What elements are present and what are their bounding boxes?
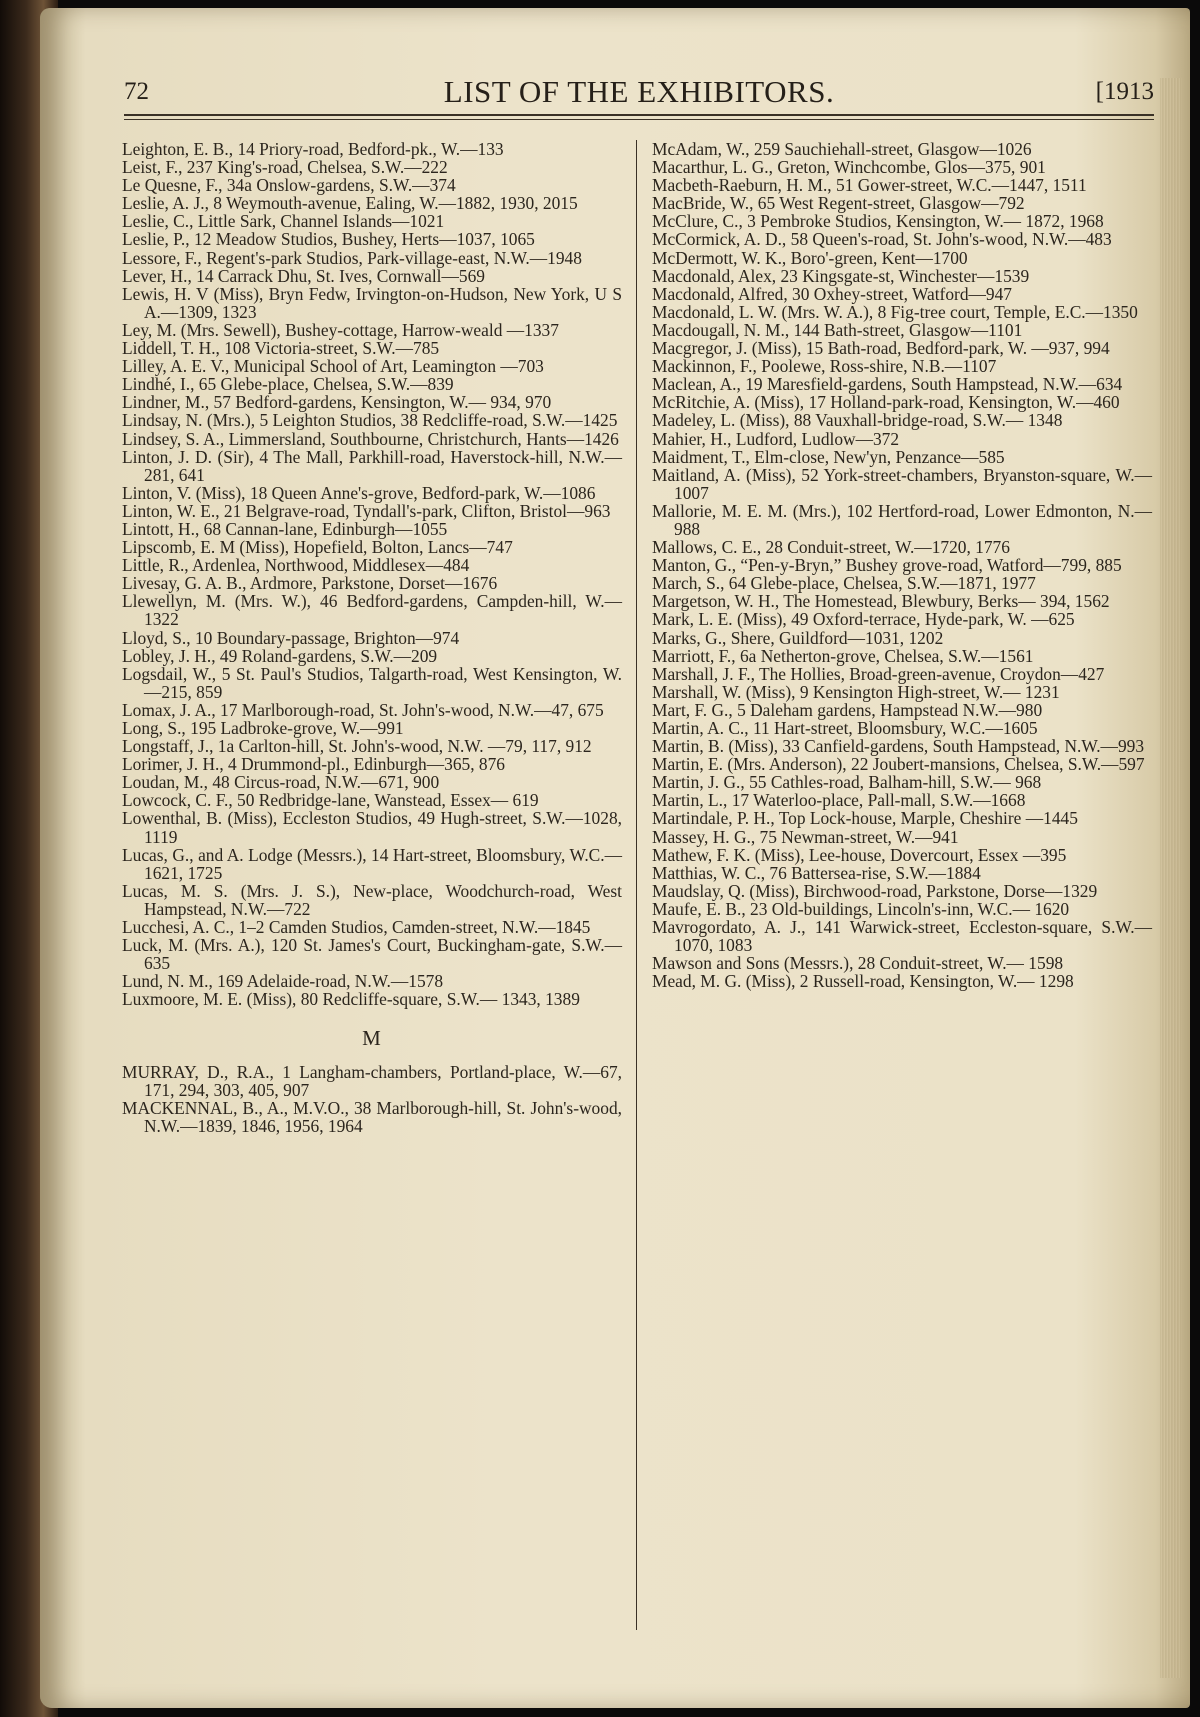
exhibitor-entry: Maclean, A., 19 Maresfield-gardens, South Hampstead, N.W.—634 bbox=[652, 374, 1123, 395]
exhibitor-entry: Ley, M. (Mrs. Sewell), Bushey-cottage, Harrow-weald —1337 bbox=[122, 319, 559, 340]
page-number: 72 bbox=[124, 78, 149, 105]
exhibitor-entry: Martin, A. C., 11 Hart-street, Bloomsbury, W.C.—1605 bbox=[652, 718, 1038, 738]
header-rule-thin bbox=[124, 119, 1154, 120]
exhibitor-entry: Martin, J. G., 55 Cathles-road, Balham-hill, S.W.— 968 bbox=[652, 772, 1042, 793]
exhibitor-entry: Madeley, L. (Miss), 88 Vauxhall-bridge-road, S.W.— 1348 bbox=[652, 410, 1063, 431]
exhibitor-entry: Lindsey, S. A., Limmersland, Southbourne, Christchurch, Hants—1426 bbox=[122, 428, 619, 449]
exhibitor-entry: Lloyd, S., 10 Boundary-passage, Brighton—974 bbox=[122, 627, 460, 648]
exhibitor-entry: Lucas, G., and A. Lodge (Messrs.), 14 Hart-street, Bloomsbury, W.C.—1621, 1725 bbox=[122, 844, 622, 883]
page-year: [1913 bbox=[1095, 78, 1154, 105]
exhibitor-entry: Mathew, F. K. (Miss), Lee-house, Dovercourt, Essex —395 bbox=[652, 844, 1067, 865]
exhibitor-entry: Manton, G., “Pen-y-Bryn,” Bushey grove-road, Watford—799, 885 bbox=[652, 555, 1122, 576]
exhibitor-entry: March, S., 64 Glebe-place, Chelsea, S.W.—1871, 1977 bbox=[652, 573, 1036, 594]
exhibitor-entry: Leslie, C., Little Sark, Channel Islands—1021 bbox=[122, 211, 445, 232]
exhibitor-entry: Lowenthal, B. (Miss), Eccleston Studios, 49 Hugh-street, S.W.—1028, 1119 bbox=[122, 808, 622, 847]
exhibitor-entry: Mavrogordato, A. J., 141 Warwick-street, Eccleston-square, S.W.—1070, 1083 bbox=[652, 917, 1152, 956]
page-header bbox=[124, 70, 1154, 110]
exhibitor-entry: Llewellyn, M. (Mrs. W.), 46 Bedford-gardens, Campden-hill, W.—1322 bbox=[122, 591, 622, 630]
exhibitor-entry: Livesay, G. A. B., Ardmore, Parkstone, Dorset—1676 bbox=[122, 573, 498, 594]
exhibitor-entry: Longstaff, J., 1a Carlton-hill, St. John's-wood, N.W. —79, 117, 912 bbox=[122, 736, 592, 757]
exhibitor-entry: Lucas, M. S. (Mrs. J. S.), New-place, Woodchurch-road, West Hampstead, N.W.—722 bbox=[122, 880, 622, 919]
exhibitor-entry: Luck, M. (Mrs. A.), 120 St. James's Court, Buckingham-gate, S.W.—635 bbox=[122, 935, 622, 974]
exhibitor-entry: Lindsay, N. (Mrs.), 5 Leighton Studios, 38 Redcliffe-road, S.W.—1425 bbox=[122, 410, 618, 431]
exhibitor-entry: Macdonald, L. W. (Mrs. W. A.), 8 Fig-tree court, Temple, E.C.—1350 bbox=[652, 301, 1138, 322]
exhibitor-entry: Leighton, E. B., 14 Priory-road, Bedford-pk., W.—133 bbox=[122, 139, 504, 159]
exhibitor-entry: Macarthur, L. G., Greton, Winchcombe, Glos—375, 901 bbox=[652, 157, 1046, 178]
exhibitor-entry: Little, R., Ardenlea, Northwood, Middlesex—484 bbox=[122, 555, 470, 576]
exhibitor-entry: Mead, M. G. (Miss), 2 Russell-road, Kensington, W.— 1298 bbox=[652, 971, 1074, 992]
exhibitor-entry: Liddell, T. H., 108 Victoria-street, S.W.—785 bbox=[122, 338, 440, 359]
exhibitor-entry: Lessore, F., Regent's-park Studios, Park-village-east, N.W.—1948 bbox=[122, 247, 582, 268]
exhibitor-entry: Lipscomb, E. M (Miss), Hopefield, Bolton, Lancs—747 bbox=[122, 537, 513, 558]
exhibitor-entry: Lucchesi, A. C., 1–2 Camden Studios, Camden-street, N.W.—1845 bbox=[122, 917, 591, 938]
section-letter: M bbox=[362, 1025, 382, 1050]
exhibitor-entry: Mawson and Sons (Messrs.), 28 Conduit-street, W.— 1598 bbox=[652, 953, 1064, 974]
exhibitor-entry: Lund, N. M., 169 Adelaide-road, N.W.—1578 bbox=[122, 971, 444, 992]
page-edges bbox=[1160, 78, 1182, 1678]
exhibitor-entry: Massey, H. G., 75 Newman-street, W.—941 bbox=[652, 826, 959, 847]
exhibitor-entry: Mark, L. E. (Miss), 49 Oxford-terrace, Hyde-park, W. —625 bbox=[652, 609, 1075, 630]
exhibitor-entry: Lomax, J. A., 17 Marlborough-road, St. John's-wood, N.W.—47, 675 bbox=[122, 699, 604, 720]
exhibitor-entry: Marshall, J. F., The Hollies, Broad-green-avenue, Croydon—427 bbox=[652, 663, 1105, 684]
exhibitor-entry: Lindhé, I., 65 Glebe-place, Chelsea, S.W.—839 bbox=[122, 374, 454, 395]
exhibitor-entry: Mahier, H., Ludford, Ludlow—372 bbox=[652, 428, 900, 449]
exhibitor-entry: Linton, J. D. (Sir), 4 The Mall, Parkhill-road, Haverstock-hill, N.W.—281, 641 bbox=[122, 446, 622, 485]
exhibitor-entry: Loudan, M., 48 Circus-road, N.W.—671, 900 bbox=[122, 772, 440, 793]
exhibitor-entry: Leslie, P., 12 Meadow Studios, Bushey, Herts—1037, 1065 bbox=[122, 229, 535, 250]
exhibitor-entry: Margetson, W. H., The Homestead, Blewbury, Berks— 394, 1562 bbox=[652, 591, 1110, 612]
exhibitor-entry: Maufe, E. B., 23 Old-buildings, Lincoln's-inn, W.C.— 1620 bbox=[652, 898, 1070, 919]
exhibitor-entry: Macbeth-Raeburn, H. M., 51 Gower-street, W.C.—1447, 1511 bbox=[652, 175, 1087, 196]
exhibitor-entry: Mallorie, M. E. M. (Mrs.), 102 Hertford-road, Lower Edmonton, N.—988 bbox=[652, 500, 1152, 539]
right-column bbox=[652, 140, 1152, 990]
exhibitor-entry: Maudslay, Q. (Miss), Birchwood-road, Parkstone, Dorse—1329 bbox=[652, 880, 1098, 901]
exhibitor-entry: Mallows, C. E., 28 Conduit-street, W.—1720, 1776 bbox=[652, 537, 1010, 558]
exhibitor-entry: Matthias, W. C., 76 Battersea-rise, S.W.—1884 bbox=[652, 862, 981, 883]
exhibitor-entry: Marriott, F., 6a Netherton-grove, Chelsea, S.W.—1561 bbox=[652, 645, 1034, 666]
left-entries bbox=[122, 140, 622, 1009]
exhibitor-entry: Logsdail, W., 5 St. Paul's Studios, Talgarth-road, West Kensington, W.—215, 859 bbox=[122, 663, 622, 702]
exhibitor-entry: McClure, C., 3 Pembroke Studios, Kensington, W.— 1872, 1968 bbox=[652, 211, 1104, 232]
exhibitor-entry: McRitchie, A. (Miss), 17 Holland-park-road, Kensington, W.—460 bbox=[652, 392, 1120, 413]
left-column bbox=[122, 140, 622, 1135]
exhibitor-entry: Macdonald, Alex, 23 Kingsgate-st, Winchester—1539 bbox=[652, 265, 1030, 286]
exhibitor-entry: Martin, E. (Mrs. Anderson), 22 Joubert-mansions, Chelsea, S.W.—597 bbox=[652, 754, 1145, 775]
exhibitor-entry: Lowcock, C. F., 50 Redbridge-lane, Wanstead, Essex— 619 bbox=[122, 790, 539, 811]
exhibitor-entry: Mart, F. G., 5 Daleham gardens, Hampstead N.W.—980 bbox=[652, 699, 1043, 720]
exhibitor-entry: Lever, H., 14 Carrack Dhu, St. Ives, Cornwall—569 bbox=[122, 265, 485, 286]
exhibitor-entry: Macdonald, Alfred, 30 Oxhey-street, Watford—947 bbox=[652, 283, 1013, 304]
exhibitor-entry: MacBride, W., 65 West Regent-street, Glasgow—792 bbox=[652, 193, 1025, 214]
column-divider bbox=[636, 140, 637, 1630]
exhibitor-entry: MURRAY, D., R.A., 1 Langham-chambers, Portland-place, W.—67, 171, 294, 303, 405, 907 bbox=[122, 1061, 622, 1100]
header-rule bbox=[124, 114, 1154, 116]
exhibitor-entry: Luxmoore, M. E. (Miss), 80 Redcliffe-square, S.W.— 1343, 1389 bbox=[122, 989, 580, 1010]
page-title: LIST OF THE EXHIBITORS. bbox=[443, 74, 835, 109]
exhibitor-entry: Marks, G., Shere, Guildford—1031, 1202 bbox=[652, 627, 944, 648]
left-entries-m bbox=[122, 1063, 622, 1135]
exhibitor-entry: Martin, L., 17 Waterloo-place, Pall-mall, S.W.—1668 bbox=[652, 790, 1026, 811]
exhibitor-entry: Maidment, T., Elm-close, New'yn, Penzance—585 bbox=[652, 446, 1005, 467]
exhibitor-entry: Lintott, H., 68 Cannan-lane, Edinburgh—1055 bbox=[122, 518, 448, 539]
exhibitor-entry: Martin, B. (Miss), 33 Canfield-gardens, South Hampstead, N.W.—993 bbox=[652, 736, 1145, 757]
exhibitor-entry: Maitland, A. (Miss), 52 York-street-chambers, Bryanston-square, W.—1007 bbox=[652, 464, 1152, 503]
exhibitor-entry: Linton, W. E., 21 Belgrave-road, Tyndall's-park, Clifton, Bristol—963 bbox=[122, 500, 611, 521]
exhibitor-entry: Macgregor, J. (Miss), 15 Bath-road, Bedford-park, W. —937, 994 bbox=[652, 338, 1110, 359]
exhibitor-entry: Lobley, J. H., 49 Roland-gardens, S.W.—209 bbox=[122, 645, 438, 666]
exhibitor-entry: McAdam, W., 259 Sauchiehall-street, Glasgow—1026 bbox=[652, 139, 1032, 159]
exhibitor-entry: Martindale, P. H., Top Lock-house, Marple, Cheshire —1445 bbox=[652, 808, 1078, 829]
exhibitor-entry: Leist, F., 237 King's-road, Chelsea, S.W.—222 bbox=[122, 157, 448, 178]
exhibitor-entry: Linton, V. (Miss), 18 Queen Anne's-grove, Bedford-park, W.—1086 bbox=[122, 482, 596, 503]
exhibitor-entry: MACKENNAL, B., A., M.V.O., 38 Marlborough-hill, St. John's-wood, N.W.—1839, 1846, 1956, 1964 bbox=[122, 1097, 622, 1136]
exhibitor-entry: Lilley, A. E. V., Municipal School of Art, Leamington —703 bbox=[122, 356, 544, 377]
exhibitor-entry: Marshall, W. (Miss), 9 Kensington High-street, W.— 1231 bbox=[652, 681, 1060, 702]
exhibitor-entry: Leslie, A. J., 8 Weymouth-avenue, Ealing, W.—1882, 1930, 2015 bbox=[122, 193, 578, 214]
exhibitor-entry: Long, S., 195 Ladbroke-grove, W.—991 bbox=[122, 718, 404, 738]
exhibitor-entry: Le Quesne, F., 34a Onslow-gardens, S.W.—374 bbox=[122, 175, 456, 196]
exhibitor-entry: McCormick, A. D., 58 Queen's-road, St. John's-wood, N.W.—483 bbox=[652, 229, 1112, 250]
exhibitor-entry: Lorimer, J. H., 4 Drummond-pl., Edinburgh—365, 876 bbox=[122, 754, 505, 775]
exhibitor-entry: Mackinnon, F., Poolewe, Ross-shire, N.B.—1107 bbox=[652, 356, 997, 377]
exhibitor-entry: Macdougall, N. M., 144 Bath-street, Glasgow—1101 bbox=[652, 319, 1023, 340]
exhibitor-entry: McDermott, W. K., Boro'-green, Kent—1700 bbox=[652, 247, 968, 268]
exhibitor-entry: Lindner, M., 57 Bedford-gardens, Kensington, W.— 934, 970 bbox=[122, 392, 552, 413]
exhibitor-entry: Lewis, H. V (Miss), Bryn Fedw, Irvington-on-Hudson, New York, U S A.—1309, 1323 bbox=[122, 283, 622, 322]
